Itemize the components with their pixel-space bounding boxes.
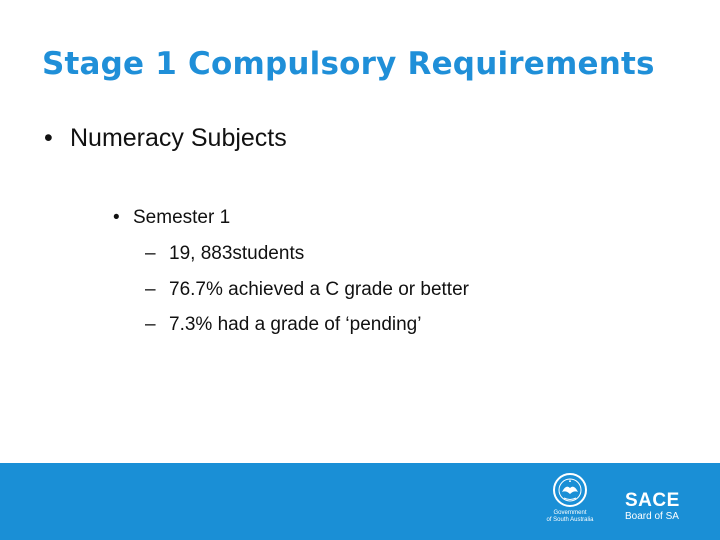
government-line1: Government — [553, 510, 587, 516]
sub-item-text: 76.7% achieved a C grade or better — [169, 279, 469, 300]
bullet-marker: • — [44, 124, 53, 152]
footer-bar — [0, 463, 720, 540]
government-logo — [535, 470, 605, 532]
bullet-level2 — [113, 207, 230, 229]
sub-item — [145, 279, 469, 301]
sub-item-text: 7.3% had a grade of ‘pending’ — [169, 314, 422, 335]
dash-marker: – — [145, 314, 156, 335]
bullet-level1 — [44, 124, 287, 153]
slide-title: Stage 1 Compulsory Requirements — [42, 46, 655, 82]
sub-item — [145, 243, 304, 265]
dash-marker: – — [145, 279, 156, 300]
dash-marker: – — [145, 243, 156, 264]
sub-item — [145, 314, 421, 336]
sace-subtitle: Board of SA — [625, 511, 679, 522]
bullet-marker: • — [113, 207, 120, 228]
state-crest-icon — [552, 470, 588, 510]
bullet-text: Numeracy Subjects — [70, 124, 287, 152]
sace-logo — [625, 491, 680, 523]
sace-name: SACE — [625, 490, 680, 511]
bullet-text: Semester 1 — [133, 207, 231, 228]
government-line2: of South Australia — [546, 517, 594, 523]
sub-item-text: 19, 883students — [169, 243, 305, 264]
